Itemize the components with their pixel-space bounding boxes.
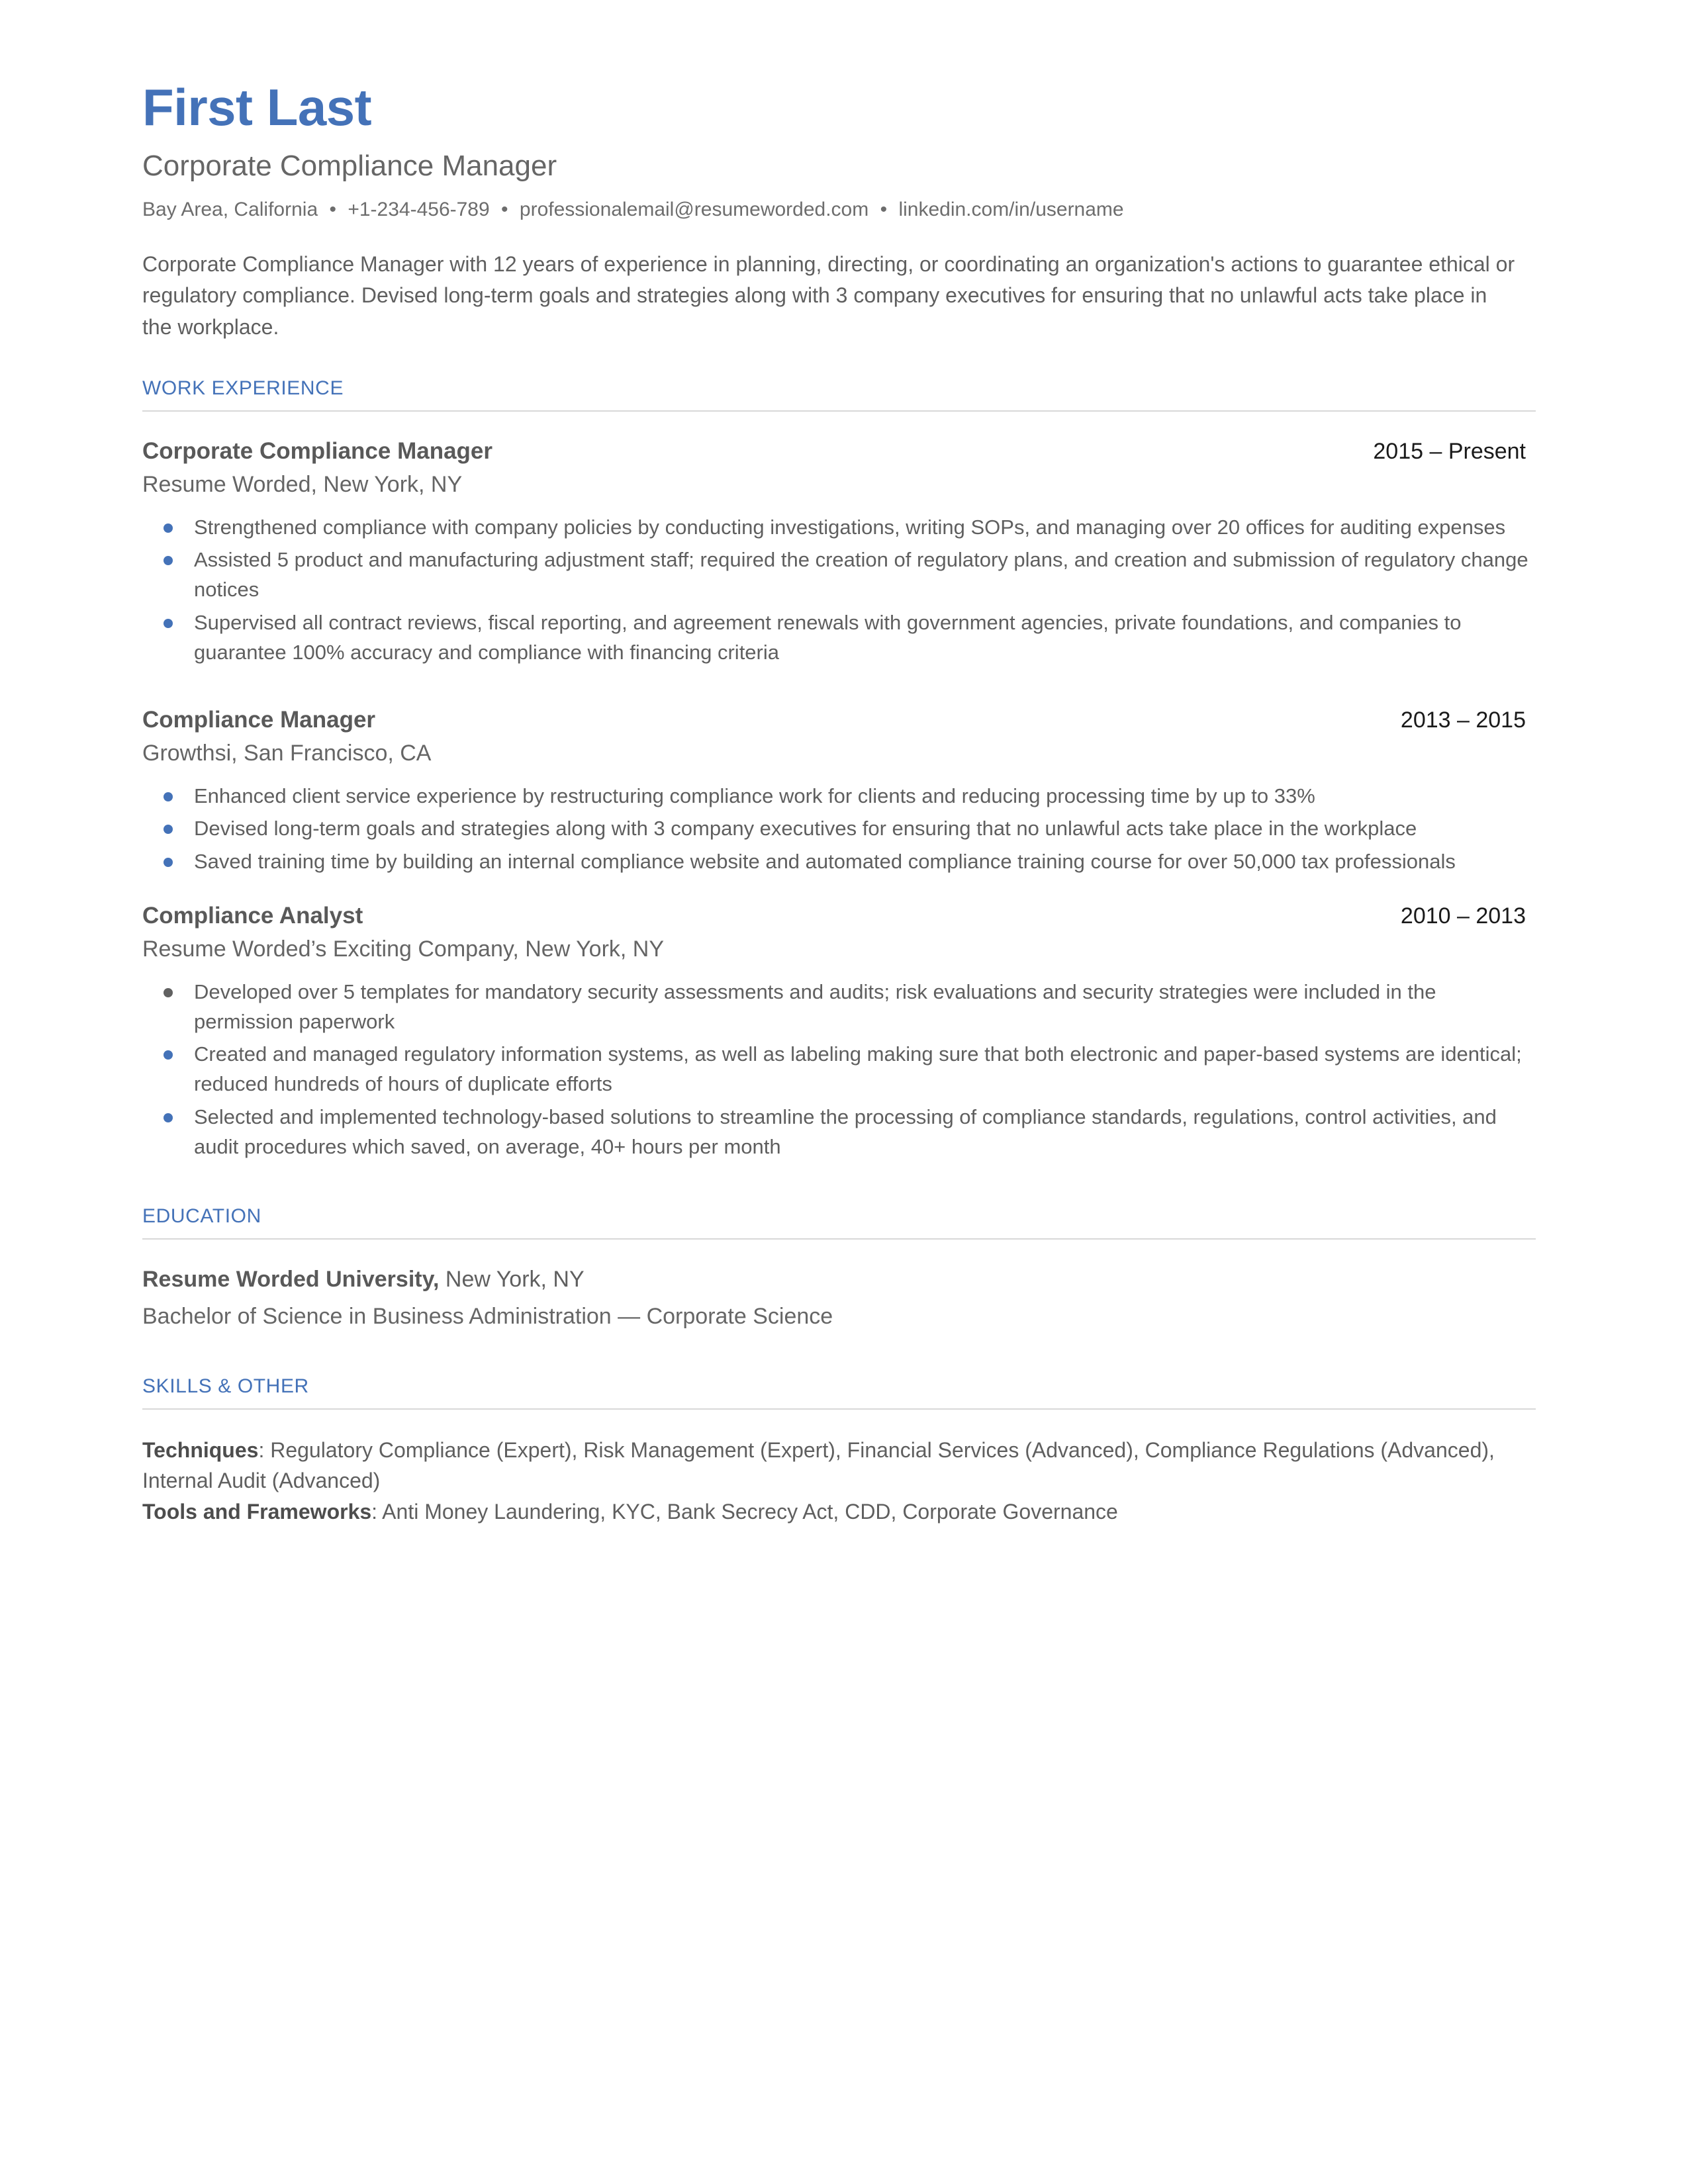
bullet-dot-icon [164,988,173,997]
list-item [142,977,1531,1037]
bullet-dot-icon [164,858,173,867]
candidate-headline: Corporate Compliance Manager [142,150,557,183]
job-dates: 2010 – 2013 [1400,903,1526,929]
education-school-name: Resume Worded University, [142,1267,440,1293]
spacer [142,675,1536,705]
job-dates: 2013 – 2015 [1400,707,1526,733]
bullet-dot-icon [164,825,173,834]
bullet-text: Enhanced client service experience by restructuring compliance work for clients and reducing processing time by up to 33% [194,784,1315,808]
spacer [142,1169,1536,1205]
section-title-education: EDUCATION [142,1205,261,1228]
section-divider-skills [142,1408,1536,1410]
section-divider-work [142,410,1536,412]
contact-linkedin: linkedin.com/in/username [898,198,1124,220]
contact-separator-2: • [501,198,508,220]
bullet-text: Strengthened compliance with company policies by conducting investigations, writing SOPs, and managing over 20 offices for auditing expenses [194,515,1506,539]
experience-entry [142,705,1536,876]
education-school [142,1265,1536,1294]
list-item [142,846,1531,876]
experience-entry-header [142,437,1526,466]
list-item [142,1102,1531,1162]
job-organization: Resume Worded, New York, NY [142,471,463,497]
bullet-text: Supervised all contract reviews, fiscal reporting, and agreement renewals with government agencies, private foundations, and companies to guarantee 100% accuracy and compliance with financing criteria [194,610,1462,664]
section-divider-education [142,1238,1536,1240]
experience-entry [142,901,1536,1161]
spacer [142,884,1536,901]
bullet-dot-icon [164,1113,173,1122]
education-school-location: New York, NY [439,1267,585,1293]
list-item [142,1039,1531,1099]
candidate-name: First Last [142,78,372,136]
section-title-skills: SKILLS & OTHER [142,1375,309,1397]
professional-summary: Corporate Compliance Manager with 12 years of experience in planning, directing, or coordinating an organization's actions to guarantee ethical or regulatory compliance. Devised long-term goals and strategies along with 3 company executives for ensuring that no unlawful acts take place in the workplace. [142,251,1515,339]
education-degree: Bachelor of Science in Business Administration — Corporate Science [142,1304,833,1330]
spacer [142,1332,1536,1375]
list-item [142,813,1531,843]
bullet-text: Developed over 5 templates for mandatory security assessments and audits; risk evaluations and security strategies were included in the permission paperwork [194,979,1436,1033]
skills-row-value: : Regulatory Compliance (Expert), Risk Management (Expert), Financial Services (Advanced), Compliance Regulations (Advanced), Internal Audit (Advanced) [142,1437,1495,1493]
bullet-dot-icon [164,556,173,565]
contact-separator-3: • [880,198,888,220]
contact-separator-1: • [329,198,336,220]
job-bullet-list [142,977,1536,1162]
job-organization: Growthsi, San Francisco, CA [142,740,432,766]
experience-entry [142,437,1536,667]
contact-email: professionalemail@resumeworded.com [519,198,869,220]
bullet-dot-icon [164,1050,173,1060]
list-item [142,512,1531,542]
contact-location: Bay Area, California [142,198,318,220]
job-dates: 2015 – Present [1373,438,1526,464]
experience-entry-header [142,901,1526,931]
bullet-text: Devised long-term goals and strategies along with 3 company executives for ensuring that no unlawful acts take place in the workplace [194,817,1417,841]
bullet-text: Saved training time by building an internal compliance website and automated compliance training course for over 50,000 tax professionals [194,849,1456,873]
list-item [142,608,1531,668]
skills-row [142,1435,1506,1496]
experience-entry-header [142,705,1526,735]
bullet-dot-icon [164,792,173,801]
job-title: Corporate Compliance Manager [142,437,492,464]
job-bullet-list [142,781,1536,876]
contact-phone: +1-234-456-789 [348,198,490,220]
section-title-work-experience: WORK EXPERIENCE [142,377,344,399]
list-item [142,781,1531,811]
bullet-dot-icon [164,619,173,628]
bullet-text: Assisted 5 product and manufacturing adjustment staff; required the creation of regulatory plans, and creation and submission of regulatory change notices [194,548,1528,602]
job-bullet-list [142,512,1536,667]
bullet-text: Selected and implemented technology-based solutions to streamline the processing of compliance standards, regulations, control activities, and audit procedures which saved, on average, 40+ hours per month [194,1105,1497,1158]
bullet-text: Created and managed regulatory information systems, as well as labeling making sure that both electronic and paper-based systems are identical; reduced hundreds of hours of duplicate efforts [194,1042,1522,1096]
bullet-dot-icon [164,523,173,533]
contact-line [142,197,1536,222]
list-item [142,545,1531,605]
skills-row-label: Tools and Frameworks [142,1500,372,1524]
job-title: Compliance Manager [142,707,376,733]
job-organization: Resume Worded’s Exciting Company, New York, NY [142,936,665,962]
job-title: Compliance Analyst [142,902,363,929]
skills-row-value: : Anti Money Laundering, KYC, Bank Secrecy Act, CDD, Corporate Governance [371,1500,1118,1524]
skills-row-label: Techniques [142,1437,259,1462]
skills-row [142,1496,1506,1527]
